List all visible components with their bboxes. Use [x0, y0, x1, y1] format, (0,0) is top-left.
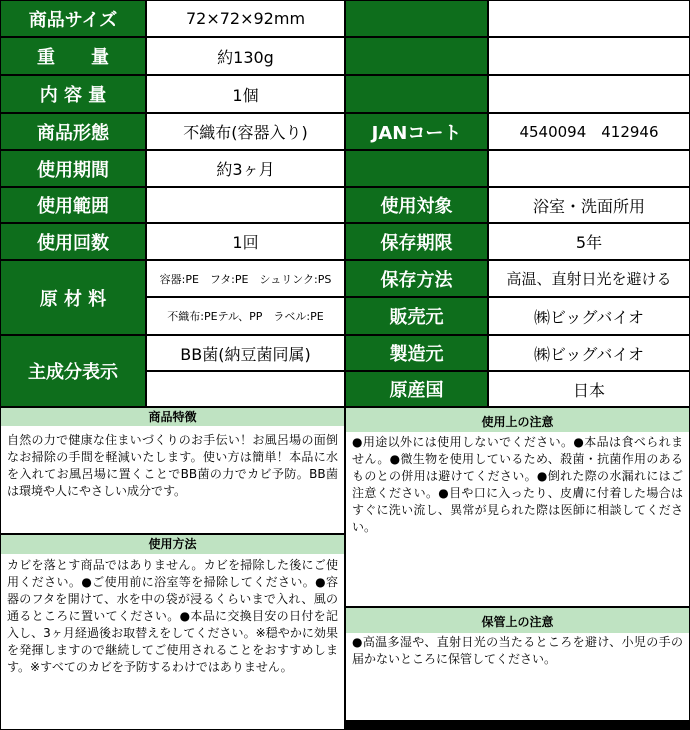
maker-label: 製造元 — [346, 336, 487, 370]
contents-label: 内 容 量 — [1, 76, 145, 112]
right-label-blank-1 — [346, 1, 487, 36]
origin-label: 原産国 — [346, 372, 487, 406]
storage-title: 保管上の注意 — [346, 608, 689, 633]
count-value: 1回 — [147, 224, 344, 259]
target-value: 浴室・洗面所用 — [489, 188, 689, 222]
features-body: 自然の力で健康な住まいづくりのお手伝い！お風呂場の面倒なお掃除の手間を軽減いたします。使い方は簡単！本品に水を入れてお風呂場に置くことでBB菌の力でカビ予防。BB菌は環境や人にやさしい成分です。 — [7, 433, 338, 498]
form-value: 不織布(容器入り) — [147, 114, 344, 149]
scope-label: 使用範囲 — [1, 188, 145, 222]
right-label-blank-4 — [346, 151, 487, 186]
shelf-value: 5年 — [489, 224, 689, 259]
usage-section — [1, 535, 344, 729]
features-title: 商品特徴 — [1, 408, 344, 426]
size-label: 商品サイズ — [1, 1, 145, 36]
storage-body: ●高温多湿や、直射日光の当たるところを避け、小児の手の届かないところに保管してください。 — [352, 635, 683, 666]
period-value: 約3ヶ月 — [147, 151, 344, 186]
cautions-title: 使用上の注意 — [346, 408, 689, 432]
size-value: 72×72×92mm — [147, 1, 344, 36]
material-value-1: 容器:PE フタ:PE シュリンク:PS — [147, 261, 344, 296]
features-section — [1, 408, 344, 533]
jan-value: 4540094 412946 — [489, 114, 689, 149]
storage-label: 保存方法 — [346, 261, 487, 296]
maker-value: ㈱ビッグバイオ — [489, 336, 689, 370]
usage-body: カビを落とす商品ではありません。カビを掃除した後にご使用ください。●ご使用前に浴室等を掃除してください。●容器のフタを開けて、水を中の袋が浸るくらいまで入れ、風の通るところに置いてください。●本品に交換目安の日付を記入し、3ヶ月経過後お取替えをしてください。※穏やかに効果を発揮しますので継続してご使用されることをおすすめします。※すべてのカビを予防するわけではありません。 — [7, 558, 338, 674]
form-label: 商品形態 — [1, 114, 145, 149]
scope-value — [147, 188, 344, 222]
material-value-2: 不織布:PEテル、PP ラベル:PE — [147, 298, 344, 334]
weight-label: 重 量 — [1, 38, 145, 74]
right-label-blank-3 — [346, 76, 487, 112]
ingredient-value-blank — [147, 372, 344, 406]
cautions-section — [346, 408, 689, 606]
right-value-blank-2 — [489, 38, 689, 74]
period-label: 使用期間 — [1, 151, 145, 186]
ingredient-value: BB菌(納豆菌同属) — [147, 336, 344, 370]
right-value-blank-3 — [489, 76, 689, 112]
material-label: 原 材 料 — [1, 261, 145, 334]
target-label: 使用対象 — [346, 188, 487, 222]
contents-value: 1個 — [147, 76, 344, 112]
ingredient-label: 主成分表示 — [1, 336, 145, 406]
shelf-label: 保存期限 — [346, 224, 487, 259]
jan-label: JANコート — [346, 114, 487, 149]
storage-value: 高温、直射日光を避ける — [489, 261, 689, 296]
cautions-body: ●用途以外には使用しないでください。●本品は食べられません。●微生物を使用しているため、殺菌・抗菌作用のあるものとの併用は避けてください。●倒れた際の水漏れにはご注意ください。●目や口に入ったり、皮膚に付着した場合はすぐに洗い流し、異常が見られた際は医師に相談してください。 — [352, 435, 683, 534]
usage-title: 使用方法 — [1, 535, 344, 554]
seller-label: 販売元 — [346, 298, 487, 334]
weight-value: 約130g — [147, 38, 344, 74]
right-label-blank-2 — [346, 38, 487, 74]
seller-value: ㈱ビッグバイオ — [489, 298, 689, 334]
origin-value: 日本 — [489, 372, 689, 406]
right-value-blank-4 — [489, 151, 689, 186]
storage-section — [346, 608, 689, 720]
right-value-blank-1 — [489, 1, 689, 36]
count-label: 使用回数 — [1, 224, 145, 259]
